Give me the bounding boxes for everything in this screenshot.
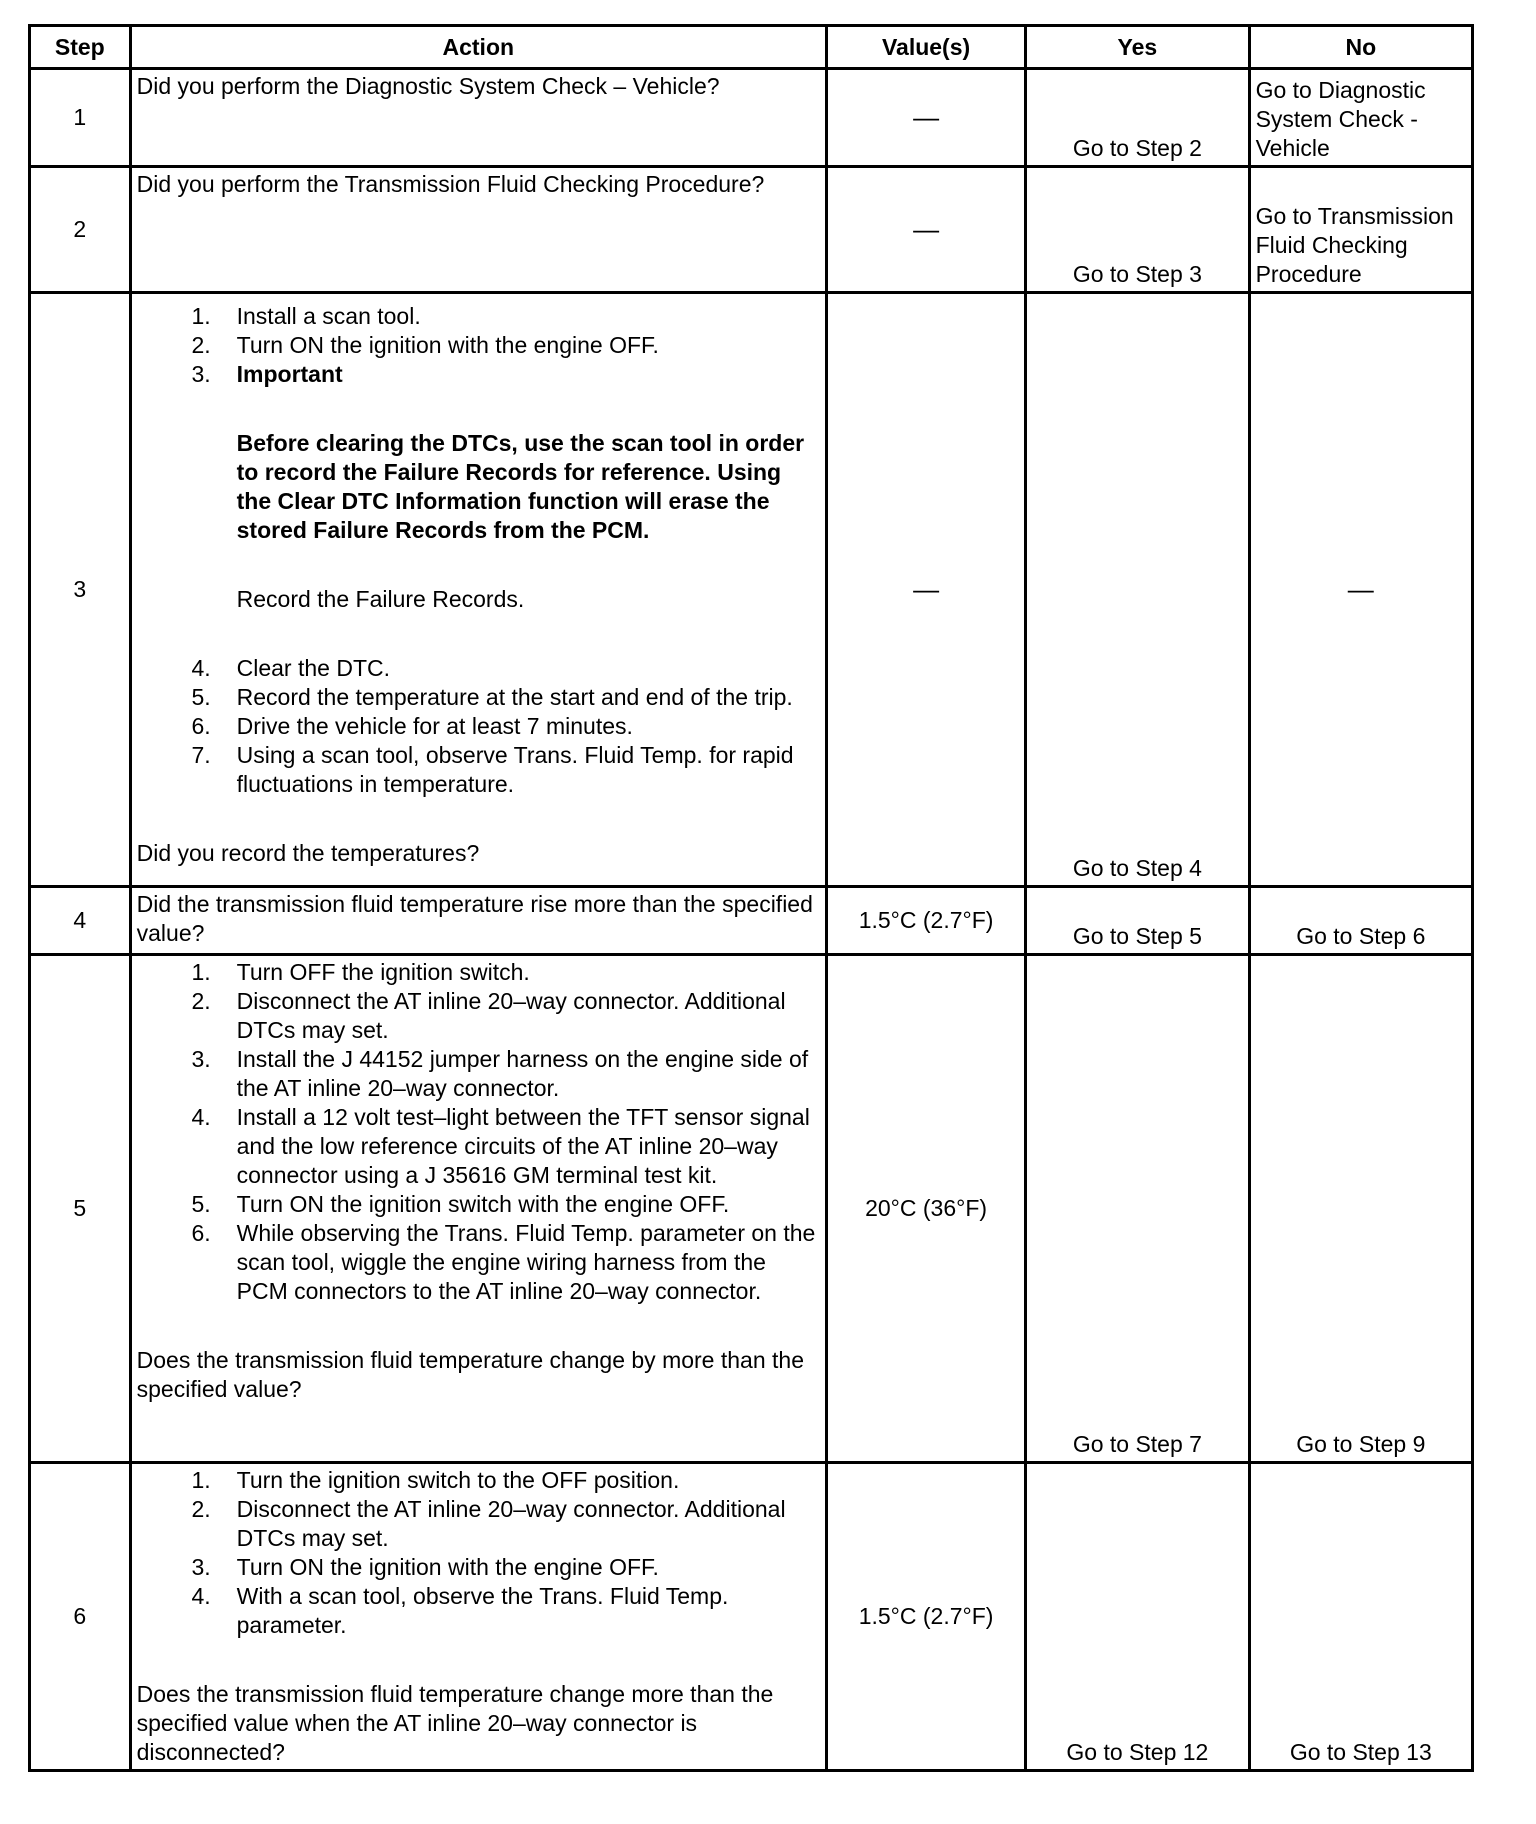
table-row-step-3: [30, 293, 1473, 887]
list-item: 6. While observing the Trans. Fluid Temp. parameter on the scan tool, wiggle the engine wiring harness from the PCM connectors to the AT inline 20–way connector.: [191, 1220, 816, 1304]
action-question: Did you perform the Transmission Fluid Checking Procedure?: [130, 167, 826, 293]
value-cell: 1.5°C (2.7°F): [826, 887, 1025, 955]
list-item: 6. Drive the vehicle for at least 7 minutes.: [191, 713, 633, 739]
step-number: 3: [30, 293, 131, 887]
action-steps: [137, 654, 820, 799]
list-item: 2. Disconnect the AT inline 20–way connector. Additional DTCs may set.: [191, 988, 786, 1043]
step-number: 4: [30, 887, 131, 955]
list-item: 5. Record the temperature at the start and end of the trip.: [191, 684, 793, 710]
header-action: Action: [130, 26, 826, 69]
table-row-step-4: [30, 887, 1473, 955]
table-row-step-6: [30, 1463, 1473, 1771]
value-cell: 1.5°C (2.7°F): [826, 1463, 1025, 1771]
header-step: Step: [30, 26, 131, 69]
list-item: 2. Disconnect the AT inline 20–way connector. Additional DTCs may set.: [191, 1496, 786, 1551]
important-note: Before clearing the DTCs, use the scan tool in order to record the Failure Records for reference. Using the Clear DTC Information function will erase the stored Failure Records from the PCM.: [236, 430, 805, 543]
list-item: 5. Turn ON the ignition switch with the engine OFF.: [191, 1191, 730, 1217]
header-row: [30, 26, 1473, 69]
table-row-step-1: [30, 69, 1473, 167]
action-cell: [130, 955, 826, 1463]
action-steps: [137, 1466, 820, 1640]
no-cell: Go to Step 6: [1249, 887, 1472, 955]
list-item: 2. Turn ON the ignition with the engine OFF.: [191, 332, 659, 358]
step-number: 2: [30, 167, 131, 293]
yes-cell: Go to Step 12: [1026, 1463, 1249, 1771]
yes-cell: Go to Step 3: [1026, 167, 1249, 293]
list-item: 1. Turn the ignition switch to the OFF position.: [191, 1467, 680, 1493]
value-cell: 20°C (36°F): [826, 955, 1025, 1463]
list-item: 3. Important: [191, 361, 343, 387]
yes-cell: Go to Step 4: [1026, 293, 1249, 887]
action-question: Does the transmission fluid temperature change by more than the specified value?: [136, 1347, 804, 1402]
important-label: Important: [236, 361, 343, 387]
table-row-step-2: [30, 167, 1473, 293]
action-question: Did you record the temperatures?: [136, 840, 480, 866]
action-steps: [137, 302, 820, 389]
action-question: Does the transmission fluid temperature change more than the specified value when the AT inline 20–way connector is disconnected?: [136, 1681, 774, 1765]
action-question: Did the transmission fluid temperature rise more than the specified value?: [130, 887, 826, 955]
no-cell: Go to Diagnostic System Check - Vehicle: [1249, 69, 1472, 167]
yes-cell: Go to Step 5: [1026, 887, 1249, 955]
yes-cell: Go to Step 7: [1026, 955, 1249, 1463]
step-number: 1: [30, 69, 131, 167]
value-cell: —: [826, 69, 1025, 167]
list-item: 4. Clear the DTC.: [191, 655, 390, 681]
no-cell: —: [1249, 293, 1472, 887]
header-values: Value(s): [826, 26, 1025, 69]
no-cell: Go to Step 9: [1249, 955, 1472, 1463]
list-item: 1. Turn OFF the ignition switch.: [191, 959, 530, 985]
action-question: Did you perform the Diagnostic System Check – Vehicle?: [130, 69, 826, 167]
list-item: 3. Install the J 44152 jumper harness on the engine side of the AT inline 20–way connector.: [191, 1046, 809, 1101]
diagnostic-table: [28, 24, 1474, 1772]
list-item: 1. Install a scan tool.: [191, 303, 421, 329]
table-row-step-5: [30, 955, 1473, 1463]
no-cell: Go to Step 13: [1249, 1463, 1472, 1771]
header-yes: Yes: [1026, 26, 1249, 69]
record-note: Record the Failure Records.: [236, 586, 525, 612]
list-item: 7. Using a scan tool, observe Trans. Fluid Temp. for rapid fluctuations in temperature.: [191, 742, 794, 797]
no-cell: Go to Transmission Fluid Checking Procedure: [1249, 167, 1472, 293]
list-item: 4. With a scan tool, observe the Trans. Fluid Temp. parameter.: [191, 1583, 729, 1638]
action-cell: [130, 1463, 826, 1771]
value-cell: —: [826, 293, 1025, 887]
value-cell: —: [826, 167, 1025, 293]
action-cell: [130, 293, 826, 887]
step-number: 5: [30, 955, 131, 1463]
step-number: 6: [30, 1463, 131, 1771]
list-item: 4. Install a 12 volt test–light between the TFT sensor signal and the low reference circuits of the AT inline 20–way connector using a J 35616 GM terminal test kit.: [191, 1104, 810, 1188]
list-item: 3. Turn ON the ignition with the engine OFF.: [191, 1554, 659, 1580]
header-no: No: [1249, 26, 1472, 69]
action-steps: [137, 958, 820, 1306]
yes-cell: Go to Step 2: [1026, 69, 1249, 167]
